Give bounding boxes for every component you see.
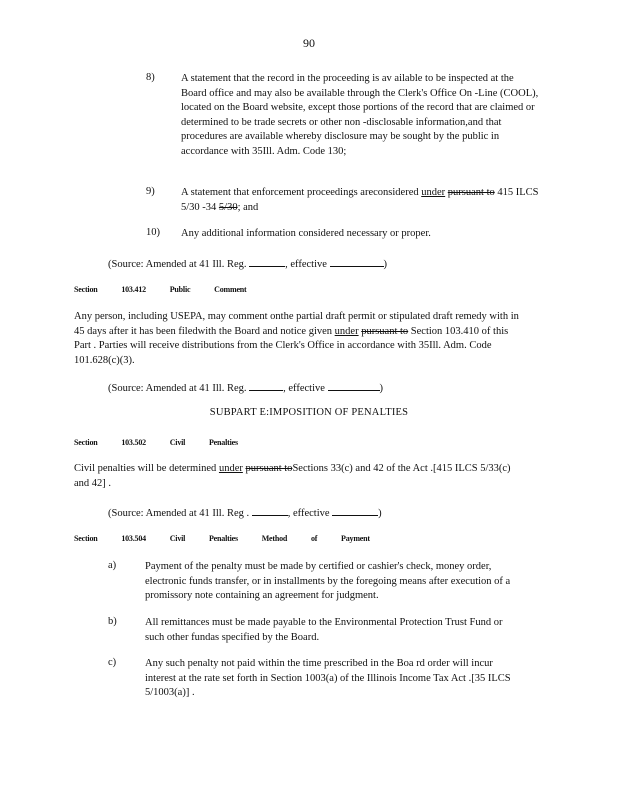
section-heading xyxy=(74,438,260,447)
section-label: Section xyxy=(74,534,98,543)
section-title: Civil xyxy=(169,438,186,447)
source-text: ) xyxy=(378,508,382,519)
source-note xyxy=(108,380,383,396)
section-title: of xyxy=(310,534,318,543)
blank-line xyxy=(249,256,285,267)
section-title: Method xyxy=(261,534,288,543)
paragraph-text: Civil penalties will be determined xyxy=(74,463,219,474)
item-number: 9) xyxy=(146,186,155,197)
source-text: , effective xyxy=(283,383,325,394)
subsection-number: b) xyxy=(108,616,117,627)
source-text: (Source: Amended at 41 Ill. Reg . xyxy=(108,508,250,519)
subpart-heading: SUBPART E:IMPOSITION OF PENALTIES xyxy=(209,407,409,418)
blank-line xyxy=(332,505,378,516)
section-title: Civil xyxy=(169,534,186,543)
inserted-text: under xyxy=(421,187,446,198)
item-text xyxy=(181,186,541,215)
section-id: 103.412 xyxy=(121,285,146,294)
source-text: ) xyxy=(383,259,388,270)
subsection-number: a) xyxy=(108,560,117,571)
section-title: Penalties xyxy=(209,438,238,447)
struck-text: pursuant to xyxy=(361,325,409,337)
paragraph-text: Section 103.410 of this Part . Parties will receive distributions from the Clerk's Office in accordance with 35Ill. Adm. Code 101.628(c)(3). xyxy=(74,325,509,366)
struck-text: 5/30 xyxy=(218,201,238,213)
section-title: Payment xyxy=(341,534,370,543)
section-heading xyxy=(74,285,269,294)
section-paragraph xyxy=(74,310,526,368)
page-number: 90 xyxy=(303,36,315,50)
section-title: Public xyxy=(169,285,191,294)
section-label: Section xyxy=(74,438,98,447)
item-text: A statement that the record in the proceeding is av ailable to be inspected at the Board office and may also be available through the Clerk's Office On -Line (COOL), located on the Board website, except those portions of the record that are claimed or determined to be trade secrets or other non -disclosable information,and that procedures are available whereby disclosure may be sought by the public in accordance with 35Ill. Adm. Code 130; xyxy=(181,73,539,157)
item-text-part: ; and xyxy=(237,201,259,213)
paragraph-text: Sections 33(c) and 42 of the Act .[415 ILCS 5/33(c) and 42] . xyxy=(74,463,511,489)
section-label: Section xyxy=(74,285,98,294)
subsection-text: All remittances must be made payable to the Environmental Protection Trust Fund or such other fundas specified by the Board. xyxy=(145,617,503,643)
subsection-text: Payment of the penalty must be made by certified or cashier's check, money order, electronic funds transfer, or in installments by the foregoing means after execution of a promissory note containing an agreement for judgment. xyxy=(145,561,511,601)
section-id: 103.504 xyxy=(121,534,146,543)
item-text-part: A statement that enforcement proceedings areconsidered xyxy=(181,187,419,198)
item-number: 8) xyxy=(146,72,155,83)
blank-line xyxy=(252,505,288,516)
item-number: 10) xyxy=(146,227,160,238)
section-title: Comment xyxy=(214,285,247,294)
source-text: (Source: Amended at 41 Ill. Reg. xyxy=(108,383,247,394)
source-text: (Source: Amended at 41 Ill. Reg. xyxy=(108,259,247,270)
section-heading xyxy=(74,534,392,543)
item-text-part: 415 ILCS 5/30 -34 xyxy=(181,187,539,213)
subsection-text: Any such penalty not paid within the time prescribed in the Boa rd order will incur interest at the rate set forth in Section 1003(a) of the Illinois Income Tax Act .[35 ILCS 5/1003(a)] . xyxy=(145,658,511,698)
subsection-number: c) xyxy=(108,657,117,668)
section-paragraph xyxy=(74,462,526,491)
source-text: , effective xyxy=(287,508,330,519)
struck-text: pursuant to xyxy=(245,463,293,474)
source-text: , effective xyxy=(285,259,327,270)
section-id: 103.502 xyxy=(121,438,146,447)
inserted-text: under xyxy=(218,463,243,474)
source-note xyxy=(108,505,382,521)
blank-line xyxy=(328,380,380,391)
paragraph-text: Any person, including USEPA, may comment onthe partial draft permit or stipulated draft remedy with in 45 days after it has been filedwith the Board and notice given xyxy=(74,311,519,337)
blank-line xyxy=(330,256,384,267)
inserted-text: under xyxy=(334,325,359,337)
section-title: Penalties xyxy=(209,534,238,543)
item-text: Any additional information considered necessary or proper. xyxy=(181,228,431,239)
source-text: ) xyxy=(379,383,384,394)
source-note xyxy=(108,256,387,272)
blank-line xyxy=(249,380,283,391)
struck-text: pursuant to xyxy=(447,187,495,198)
